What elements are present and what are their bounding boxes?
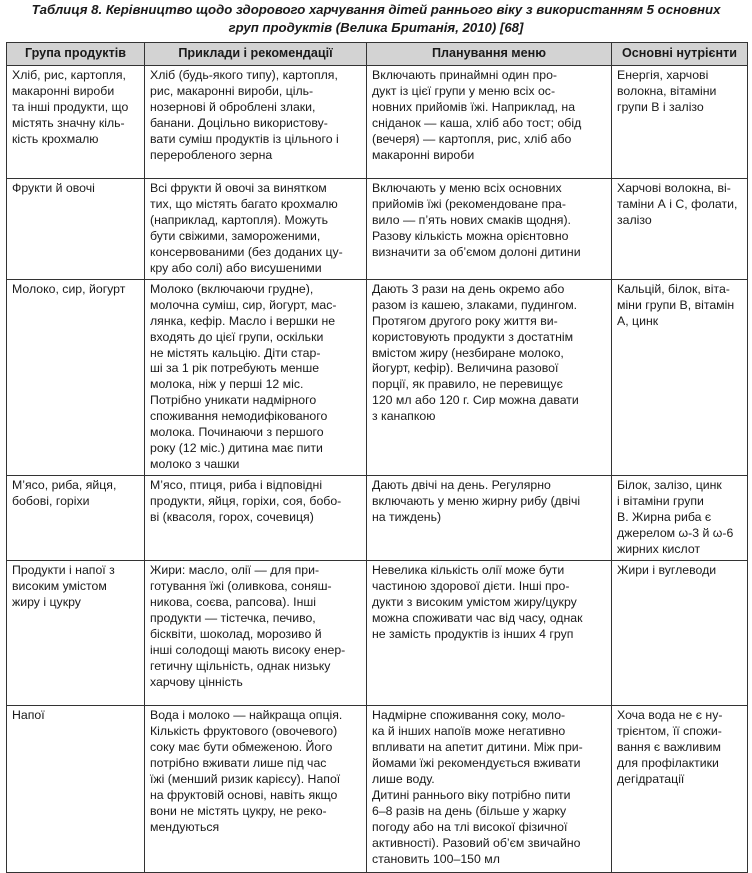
cell-food-group (7, 705, 145, 872)
cell-text-line: бісквіти, шоколад, морозиво й (150, 626, 322, 641)
cell-text-line: А, цинк (617, 313, 659, 328)
cell-text-line: на фруктовій основі, навіть якщо (150, 787, 338, 802)
cell-text-line: потрібно вживати лише під час (150, 755, 327, 770)
cell-text-line: порції, як правило, не перевищує (372, 377, 563, 392)
cell-text-line: дукт із цієї групи у меню всіх ос- (372, 83, 556, 98)
cell-text-line: вмістом жиру (незбиране молоко, (372, 345, 564, 360)
cell-text-line: Потрібно уникати надмірного (150, 393, 317, 408)
cell-text-line: макаронні вироби (12, 83, 115, 98)
cell-text-line: Включають у меню всіх основних (372, 181, 562, 195)
cell-text-line: кру або солі) або висушеними (150, 260, 322, 275)
table-row (7, 179, 748, 280)
table-row (7, 476, 748, 561)
cell-text-line: активності). Разовий об’єм звичайно (372, 835, 581, 850)
cell-examples (145, 66, 367, 179)
cell-text-line: рис, макаронні вироби, ціль- (150, 83, 314, 98)
cell-menu-planning (367, 560, 612, 705)
cell-nutrients (612, 705, 748, 872)
cell-text-line: Напої (12, 707, 45, 722)
cell-text-line: Жири і вуглеводи (617, 562, 717, 577)
cell-text-line: прийомів їжі (рекомендоване пра- (372, 196, 566, 211)
cell-text-line: Жири: масло, олії — для при- (150, 562, 320, 577)
cell-text-line: йомами їжі рекомендується вживати (372, 755, 581, 770)
cell-text-line: гетичну щільність, однак низьку (150, 658, 331, 673)
cell-text-line: харчову цінність (150, 674, 243, 689)
column-header-examples: Приклади і рекомендації (145, 43, 367, 66)
cell-nutrients (612, 66, 748, 179)
cell-text-line: соку має бути обмеженою. Його (150, 739, 333, 754)
cell-text-line: Енергія, харчові (617, 68, 709, 82)
cell-text-line: Продукти і напої з (12, 562, 115, 577)
cell-nutrients (612, 279, 748, 475)
cell-text-line: лянка, кефір. Масло і вершки не (150, 313, 336, 328)
cell-text-line: Харчові волокна, ві- (617, 181, 731, 195)
cell-menu-planning (367, 476, 612, 561)
cell-text-line: (наприклад, картопля). Можуть (150, 212, 329, 227)
cell-menu-planning (367, 279, 612, 475)
cell-text-line: Фрукти й овочі (12, 181, 95, 195)
cell-text-line: Молоко (включаючи грудне), (150, 281, 314, 296)
cell-text-line: молока, ніж у перші 12 міс. (150, 377, 304, 392)
cell-text-line: ка й інших напоїв може негативно (372, 723, 566, 738)
cell-text-line: 120 мл або 120 г. Сир можна давати (372, 393, 579, 408)
cell-text-line: визначити за об’ємом долоні дитини (372, 244, 581, 259)
cell-text-line: М’ясо, птиця, риба і відповідні (150, 478, 323, 493)
cell-examples (145, 279, 367, 475)
cell-text-line: включають у меню жирну рибу (двічі (372, 494, 581, 509)
cell-text-line: року (12 міс.) дитина має пити (150, 441, 323, 456)
cell-text-line: та інші продукти, що (12, 99, 129, 114)
cell-menu-planning (367, 179, 612, 280)
cell-text-line: новних прийомів їжі. Наприклад, на (372, 99, 576, 114)
caption-line-1: Таблиця 8. Керівництво щодо здорового харчування дітей раннього віку з використанням 5 основних (31, 2, 721, 17)
cell-examples (145, 560, 367, 705)
cell-food-group (7, 66, 145, 179)
cell-text-line: жирних кислот (617, 541, 701, 556)
column-header-menu-planning: Планування меню (367, 43, 612, 66)
cell-text-line: Молоко, сир, йогурт (12, 281, 126, 296)
table-row (7, 560, 748, 705)
cell-text-line: макаронні вироби (372, 147, 475, 162)
cell-menu-planning (367, 705, 612, 872)
cell-text-line: Дають двічі на день. Регулярно (372, 478, 551, 493)
cell-text-line: на тиждень) (372, 510, 442, 525)
cell-text-line: вання є важливим (617, 739, 721, 754)
cell-text-line: мендуються (150, 819, 220, 834)
cell-nutrients (612, 179, 748, 280)
cell-text-line: вило — п’ять нових смаків щодня). (372, 212, 571, 227)
cell-text-line: Включають принаймні один про- (372, 68, 558, 82)
cell-text-line: Протягом другого року життя ви- (372, 313, 558, 328)
cell-text-line: їжі (менший ризик карієсу). Напої (150, 771, 341, 786)
cell-text-line: бобові, горіхи (12, 494, 90, 509)
cell-text-line: з канапкою (372, 409, 436, 424)
cell-text-line: ші за 1 рік потребують менше (150, 361, 320, 376)
table-body (7, 66, 748, 873)
cell-text-line: В. Жирна риба є (617, 510, 712, 525)
cell-text-line: лише воду. (372, 771, 435, 786)
nutrition-guidance-table (6, 42, 748, 873)
cell-text-line: продукти — тістечка, печиво, (150, 610, 316, 625)
cell-text-line: банани. Доцільно використову- (150, 115, 328, 130)
cell-text-line: готування їжі (оливкова, соняш- (150, 578, 332, 593)
cell-food-group (7, 560, 145, 705)
cell-text-line: Разову кількість можна орієнтовно (372, 228, 569, 243)
cell-text-line: переробленого зерна (150, 147, 273, 162)
cell-text-line: високим умістом (12, 578, 107, 593)
cell-text-line: Надмірне споживання соку, моло- (372, 707, 566, 722)
cell-text-line: разом із кашею, злаками, пудингом. (372, 297, 578, 312)
cell-text-line: никова, соєва, рапсова). Інші (150, 594, 316, 609)
cell-nutrients (612, 560, 748, 705)
cell-text-line: Невелика кількість олії може бути (372, 562, 565, 577)
cell-text-line: молочна суміш, сир, йогурт, мас- (150, 297, 337, 312)
cell-text-line: і вітаміни групи (617, 494, 704, 509)
cell-text-line: користовують продукти з достатнім (372, 329, 574, 344)
cell-text-line: групи В і залізо (617, 99, 704, 114)
cell-text-line: дегідратації (617, 771, 685, 786)
header-row (7, 43, 748, 66)
column-header-nutrients: Основні нутрієнти (612, 43, 748, 66)
cell-text-line: сніданок — каша, хліб або тост; обід (372, 115, 582, 130)
cell-text-line: джерелом ω-3 й ω-6 (617, 526, 734, 541)
cell-text-line: не містять кальцію. Діти стар- (150, 345, 321, 360)
cell-text-line: бути свіжими, замороженими, (150, 228, 321, 243)
cell-text-line: Кальцій, білок, віта- (617, 281, 730, 296)
table-row (7, 66, 748, 179)
cell-text-line: тих, що містять багато крохмалю (150, 196, 338, 211)
cell-text-line: консервованими (без доданих цу- (150, 244, 343, 259)
cell-text-line: споживання немодифікованого (150, 409, 328, 424)
cell-text-line: кість крохмалю (12, 131, 99, 146)
cell-text-line: вати суміш продуктів із цільного і (150, 131, 339, 146)
cell-text-line: М’ясо, риба, яйця, (12, 478, 117, 493)
cell-text-line: продукти, яйця, горіхи, соя, бобо- (150, 494, 342, 509)
cell-text-line: Кількість фруктового (овочевого) (150, 723, 338, 738)
cell-text-line: Вода і молоко — найкраща опція. (150, 707, 343, 722)
cell-text-line: для профілактики (617, 755, 719, 770)
cell-nutrients (612, 476, 748, 561)
caption-line-2: груп продуктів (Велика Британія, 2010) [68] (228, 20, 524, 35)
cell-menu-planning (367, 66, 612, 179)
cell-text-line: містять значну кіль- (12, 115, 125, 130)
cell-text-line: впливати на апетит дитини. Між при- (372, 739, 583, 754)
cell-food-group (7, 476, 145, 561)
cell-text-line: молоко з чашки (150, 457, 240, 472)
cell-text-line: волокна, вітаміни (617, 83, 717, 98)
cell-text-line: входять до цієї групи, оскільки (150, 329, 324, 344)
cell-examples (145, 476, 367, 561)
cell-text-line: не замість продуктів із інших 4 груп (372, 626, 574, 641)
cell-text-line: Дитині раннього віку потрібно пити (372, 787, 571, 802)
cell-food-group (7, 279, 145, 475)
table-row (7, 279, 748, 475)
cell-text-line: Всі фрукти й овочі за винятком (150, 181, 327, 195)
cell-food-group (7, 179, 145, 280)
cell-text-line: Хоча вода не є ну- (617, 707, 723, 722)
cell-text-line: Хліб, рис, картопля, (12, 68, 126, 82)
cell-text-line: вони не містять цукру, не реко- (150, 803, 327, 818)
cell-text-line: частиною здорової дієти. Інші про- (372, 578, 570, 593)
cell-text-line: таміни А і С, фолати, (617, 196, 738, 211)
cell-text-line: Дають 3 рази на день окремо або (372, 281, 565, 296)
cell-text-line: залізо (617, 212, 652, 227)
cell-text-line: інші солодощі мають високу енер- (150, 642, 346, 657)
cell-text-line: Білок, залізо, цинк (617, 478, 722, 493)
table-caption (6, 1, 746, 37)
cell-text-line: Хліб (будь-якого типу), картопля, (150, 68, 338, 82)
cell-text-line: молока. Починаючи з першого (150, 425, 324, 440)
column-header-food-group: Група продуктів (7, 43, 145, 66)
cell-text-line: жиру і цукру (12, 594, 81, 609)
cell-text-line: йогурт, кефір). Величина разової (372, 361, 559, 376)
cell-text-line: трієнтом, її спожи- (617, 723, 722, 738)
table-row (7, 705, 748, 872)
cell-examples (145, 179, 367, 280)
cell-text-line: нозернові й оброблені злаки, (150, 99, 316, 114)
cell-text-line: ві (квасоля, горох, сочевиця) (150, 510, 314, 525)
cell-examples (145, 705, 367, 872)
cell-text-line: погоду або на тлі високої фізичної (372, 819, 568, 834)
cell-text-line: дукти з високим умістом жиру/цукру (372, 594, 577, 609)
cell-text-line: 6–8 разів на день (більше у жарку (372, 803, 567, 818)
cell-text-line: становить 100–150 мл (372, 851, 500, 866)
cell-text-line: (вечеря) — картопля, рис, хліб або (372, 131, 572, 146)
cell-text-line: міни групи В, вітамін (617, 297, 735, 312)
cell-text-line: можна споживати час від часу, однак (372, 610, 583, 625)
